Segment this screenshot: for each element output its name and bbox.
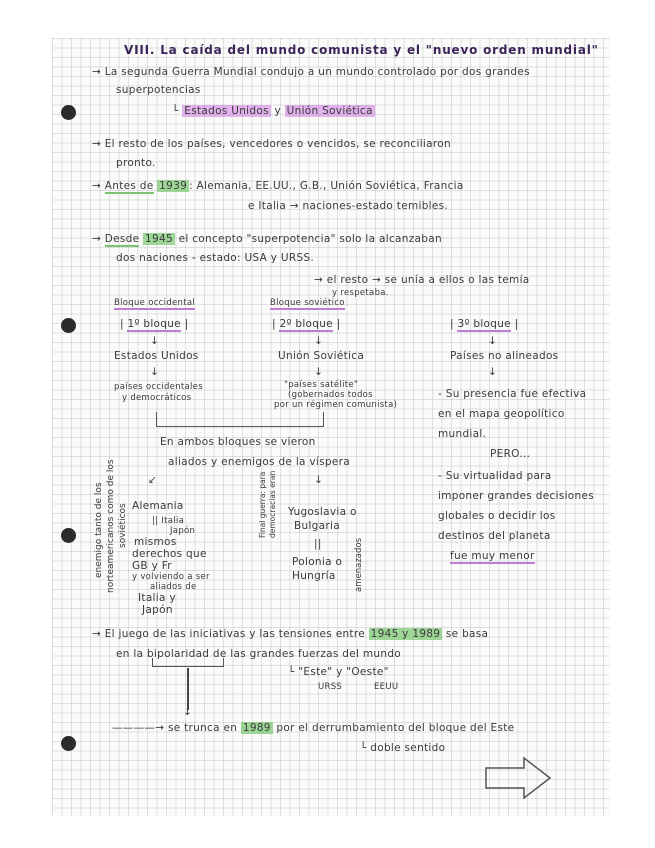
block-leader: Unión Soviética xyxy=(278,350,365,362)
arrow-down-icon: ↓ xyxy=(314,335,324,347)
arrow-down-left-icon: ↙ xyxy=(148,474,158,486)
block-leader: Países no alineados xyxy=(450,350,559,362)
text-line: aliados y enemigos de la víspera xyxy=(168,456,350,468)
block-label: | 1º bloque | xyxy=(120,318,189,330)
block-satellites: y democráticos xyxy=(122,393,192,403)
text-line: → La segunda Guerra Mundial condujo a un mundo controlado por dos grandes xyxy=(92,66,530,78)
arrow-down-icon: ↓ xyxy=(488,366,498,378)
arrow-down-icon: ↓ xyxy=(150,366,160,378)
text-line: imponer grandes decisiones xyxy=(438,490,595,502)
text-line: Japón xyxy=(142,604,173,616)
text-line: En ambos bloques se vieron xyxy=(160,436,316,448)
vertical-note: Final guerra: para xyxy=(258,471,267,538)
block-satellites: (gobernados todos xyxy=(288,390,373,400)
text-line: y respetaba. xyxy=(332,288,389,298)
arrow-down-icon: ↓ xyxy=(183,706,193,718)
arrow-down-icon: ↓ xyxy=(488,335,498,347)
block-heading: Bloque occidental xyxy=(114,298,196,308)
block-satellites: por un régimen comunista) xyxy=(274,400,398,410)
vertical-note: norteamericanos como de los xyxy=(106,459,116,593)
text-line: GB y Fr xyxy=(132,560,172,572)
block-satellites: "países satélite" xyxy=(284,380,359,390)
text-line: EEUU xyxy=(374,682,399,692)
text-line: └ "Este" y "Oeste" xyxy=(288,666,389,678)
text-line: en la bipolaridad de las grandes fuerzas del mundo xyxy=(116,648,402,660)
text-line: Yugoslavia o xyxy=(288,506,357,518)
text-line: en el mapa geopolítico xyxy=(438,408,565,420)
connector-line xyxy=(187,668,189,710)
text-line: URSS xyxy=(318,682,343,692)
text-line: Italia y xyxy=(138,592,176,604)
text-line: PERO... xyxy=(490,448,531,460)
text-line: mismos xyxy=(134,536,177,548)
text-line: pronto. xyxy=(116,157,156,169)
binder-hole xyxy=(61,736,76,751)
text-line: Alemania xyxy=(132,500,184,512)
arrow-down-icon: ↓ xyxy=(314,366,324,378)
text-line: → El juego de las iniciativas y las tensiones entre 1945 y 1989 se basa xyxy=(92,628,489,640)
block-label: | 2º bloque | xyxy=(272,318,341,330)
text-line: - Su presencia fue efectiva xyxy=(438,388,587,400)
text-line: - Su virtualidad para xyxy=(438,470,552,482)
text-line: Bulgaria xyxy=(294,520,340,532)
text-line: globales o decidir los xyxy=(438,510,556,522)
binder-hole xyxy=(61,318,76,333)
block-satellites: países occidentales xyxy=(114,382,203,392)
bracket xyxy=(152,658,224,667)
text-line: fue muy menor xyxy=(450,550,535,562)
text-line: aliados de xyxy=(150,582,197,592)
text-line: Hungría xyxy=(292,570,336,582)
vertical-note: enemigo tanto de los xyxy=(94,482,104,578)
block-leader: Estados Unidos xyxy=(114,350,199,362)
text-line: destinos del planeta xyxy=(438,530,551,542)
text-line: mundial. xyxy=(438,428,487,440)
text-line: superpotencias xyxy=(116,84,201,96)
page-title: VIII. La caída del mundo comunista y el "nuevo orden mundial" xyxy=(124,43,599,57)
text-line: dos naciones - estado: USA y URSS. xyxy=(116,252,315,264)
binder-hole xyxy=(61,528,76,543)
text-line: Polonia o xyxy=(292,556,343,568)
text-line: derechos que xyxy=(132,548,207,560)
text-line: └ Estados Unidos y Unión Soviética xyxy=(172,105,373,117)
text-line: y volviendo a ser xyxy=(132,572,210,582)
arrow-down-icon: ↓ xyxy=(150,335,160,347)
block-heading: Bloque soviético xyxy=(270,298,345,308)
vertical-note: soviéticos xyxy=(118,503,128,548)
arrow-right-icon xyxy=(484,756,554,800)
text-line: e Italia → naciones-estado temibles. xyxy=(248,200,449,212)
text-line: || Italia xyxy=(152,516,185,526)
bracket xyxy=(156,412,324,427)
arrow-down-icon: ↓ xyxy=(314,474,324,486)
binder-hole xyxy=(61,105,76,120)
block-label: | 3º bloque | xyxy=(450,318,519,330)
text-line: → El resto de los países, vencedores o vencidos, se reconciliaron xyxy=(92,138,451,150)
vertical-note: amenazados xyxy=(354,537,364,592)
vertical-note: democracias eran xyxy=(268,470,277,538)
notebook-page xyxy=(52,38,610,816)
text-line: ————→ se trunca en 1989 por el derrumbamiento del bloque del Este xyxy=(112,722,515,734)
text-line: └ doble sentido xyxy=(360,742,446,754)
text-line: → Antes de 1939 : Alemania, EE.UU., G.B., Unión Soviética, Francia xyxy=(92,180,464,192)
text-line: Japón xyxy=(170,526,196,536)
text-line: → Desde 1945 el concepto "superpotencia" solo la alcanzaban xyxy=(92,233,442,245)
text-line: → el resto → se unía a ellos o las temía xyxy=(314,274,530,286)
text-line: || xyxy=(314,538,322,550)
